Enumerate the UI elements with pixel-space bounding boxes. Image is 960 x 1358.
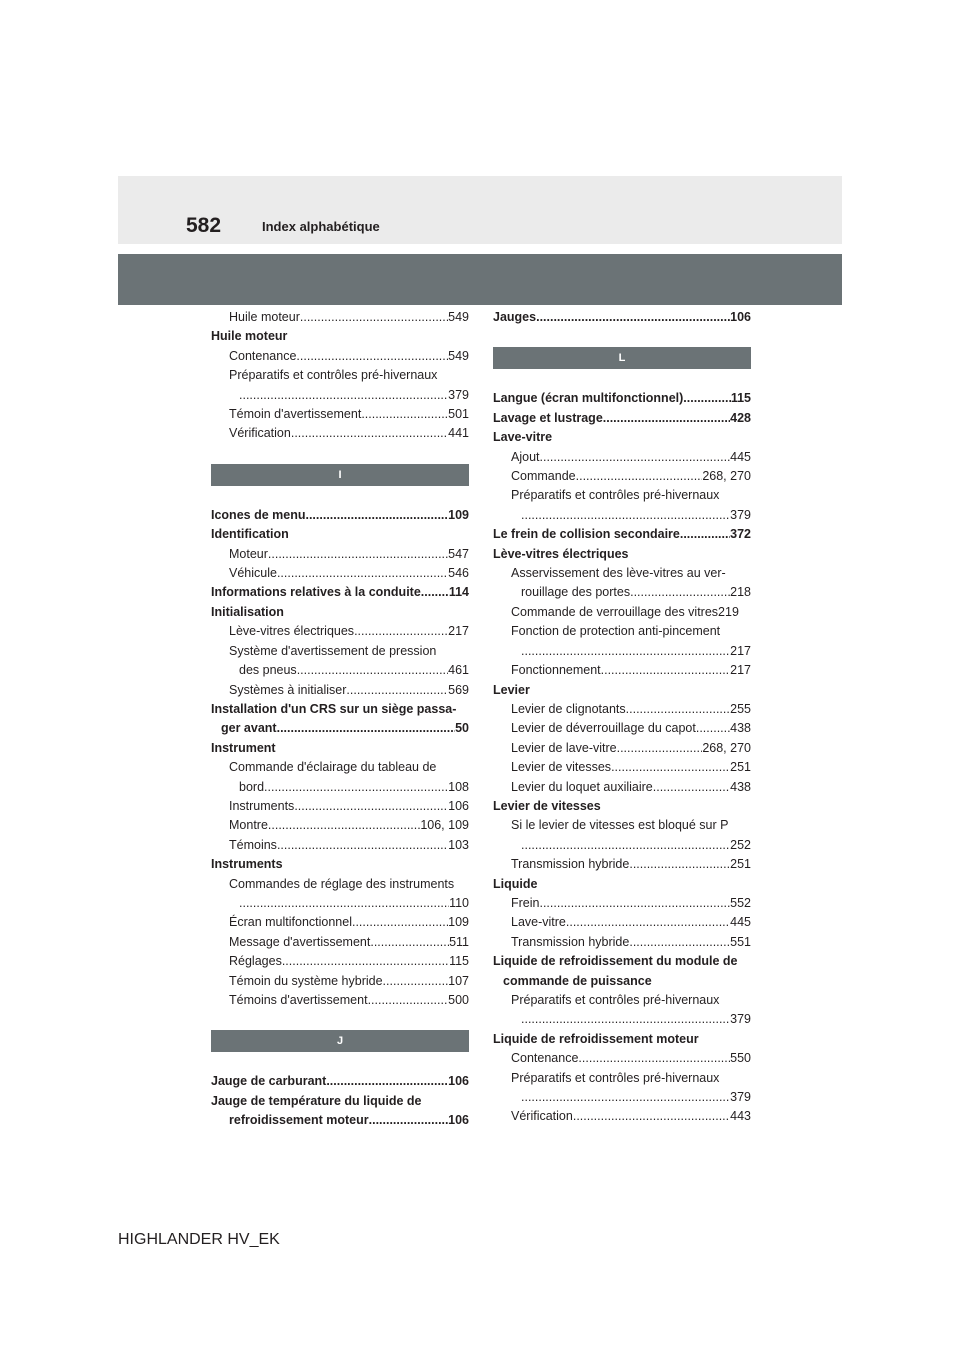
index-entry-page: 115	[730, 391, 751, 406]
index-entry-page: 251	[730, 857, 751, 872]
dot-leader	[277, 719, 456, 738]
dot-leader	[629, 933, 730, 952]
dot-leader	[539, 894, 730, 913]
index-heading: Instruments	[211, 857, 283, 872]
index-heading: Identification	[211, 527, 289, 542]
index-entry-page: 569	[448, 682, 469, 697]
index-entry	[211, 424, 469, 443]
index-entry-line: Commande d'éclairage du tableau de	[229, 760, 437, 775]
dot-leader	[521, 1088, 730, 1107]
index-entry	[493, 855, 751, 874]
dot-leader	[268, 816, 420, 835]
index-entry-page: 106	[448, 1074, 469, 1089]
index-entry-page: 379	[730, 507, 751, 522]
index-entry	[211, 991, 469, 1010]
index-entry-term: Levier de clignotants	[511, 701, 626, 716]
index-entry-page: 106, 109	[420, 818, 469, 833]
dot-leader	[300, 308, 448, 327]
index-letter-heading: L	[493, 347, 751, 369]
index-entry-line: Préparatifs et contrôles pré-hivernaux	[511, 1070, 720, 1085]
index-entry	[211, 778, 469, 797]
dot-leader	[268, 545, 448, 564]
index-entry	[493, 583, 751, 602]
dot-leader	[368, 991, 449, 1010]
index-heading: Instrument	[211, 740, 276, 755]
index-entry-line: Préparatifs et contrôles pré-hivernaux	[229, 368, 438, 383]
dot-leader	[282, 952, 449, 971]
index-entry-term: Levier de vitesses	[511, 760, 612, 775]
dot-leader	[239, 386, 448, 405]
index-entry	[211, 933, 469, 952]
header-band	[118, 254, 842, 305]
index-entry	[493, 389, 751, 408]
dot-leader	[264, 778, 448, 797]
index-entry	[211, 952, 469, 971]
index-entry-page: 115	[449, 954, 469, 969]
index-entry-term: Témoins	[229, 837, 277, 852]
index-entry-page: 217	[448, 624, 469, 639]
index-heading: Lave-vitre	[493, 430, 553, 445]
index-entry-term: Levier de lave-vitre	[511, 740, 617, 755]
dot-leader	[291, 424, 448, 443]
index-heading: Liquide de refroidissement du module de	[493, 954, 738, 969]
index-entry-page: 546	[448, 566, 469, 581]
index-entry-page: 218	[730, 585, 751, 600]
index-entry-term: Montre	[229, 818, 268, 833]
index-entry	[493, 894, 751, 913]
index-entry-page: 252	[730, 837, 751, 852]
index-heading: Huile moteur	[211, 329, 288, 344]
index-entry	[211, 583, 469, 602]
dot-leader	[521, 1010, 730, 1029]
index-entry-term: Le frein de collision secondaire	[493, 527, 680, 542]
index-entry	[493, 1049, 751, 1068]
index-entry	[211, 564, 469, 583]
index-entry-line: Préparatifs et contrôles pré-hivernaux	[511, 488, 720, 503]
index-entry	[493, 836, 751, 855]
index-entry-page: 255	[730, 701, 751, 716]
index-entry-page: 549	[448, 310, 469, 324]
dot-leader	[521, 836, 730, 855]
index-column-left	[211, 308, 469, 1131]
index-entry	[211, 545, 469, 564]
index-entry-page: 445	[730, 915, 751, 930]
index-entry-page: 110	[449, 895, 469, 910]
dot-leader	[354, 622, 448, 641]
index-entry	[211, 816, 469, 835]
index-entry-page: 108	[448, 779, 469, 794]
dot-leader	[277, 564, 448, 583]
index-letter-heading: J	[211, 1030, 469, 1052]
index-entry-page: 106	[448, 1113, 469, 1128]
index-entry-page: 549	[448, 348, 469, 363]
index-entry-page: 438	[730, 779, 751, 794]
index-entry-page: 217	[730, 643, 751, 658]
dot-leader	[626, 700, 730, 719]
dot-leader	[601, 661, 731, 680]
dot-leader	[576, 467, 703, 486]
dot-leader	[683, 389, 731, 408]
index-entry-page: 547	[448, 546, 469, 561]
index-entry-term: Témoin d'avertissement	[229, 407, 362, 422]
index-entry	[211, 681, 469, 700]
index-entry-term: Lavage et lustrage	[493, 410, 603, 425]
section-title: Index alphabétique	[262, 219, 380, 234]
index-entry	[493, 1010, 751, 1029]
index-entry	[493, 1088, 751, 1107]
dot-leader	[294, 797, 448, 816]
dot-leader	[521, 506, 730, 525]
index-entry	[493, 506, 751, 525]
index-entry-page: 501	[448, 407, 469, 422]
index-entry-term: Vérification	[511, 1109, 573, 1124]
dot-leader	[352, 913, 448, 932]
index-heading: commande de puissance	[503, 973, 652, 988]
index-entry-page: 461	[448, 663, 469, 678]
index-entry-term: Contenance	[511, 1051, 579, 1066]
index-entry-page: 106	[730, 310, 751, 324]
dot-leader	[617, 739, 703, 758]
index-entry-page: 379	[448, 387, 469, 402]
index-heading: Levier de vitesses	[493, 798, 601, 813]
index-entry-page: 103	[448, 837, 469, 852]
index-entry-page: 438	[730, 721, 751, 736]
index-entry-page: 379	[730, 1090, 751, 1105]
index-entry-page: 251	[730, 760, 751, 775]
dot-leader	[383, 972, 449, 991]
index-entry-page: 106	[448, 798, 469, 813]
index-entry	[493, 448, 751, 467]
index-entry	[211, 913, 469, 932]
index-entry	[493, 739, 751, 758]
index-entry-page: 500	[448, 993, 469, 1007]
dot-leader	[540, 448, 731, 467]
index-entry	[493, 409, 751, 428]
header-bar	[118, 176, 842, 244]
dot-leader	[370, 933, 449, 952]
index-entry-term: Lave-vitre	[511, 915, 566, 930]
index-heading: Installation d'un CRS sur un siège passa-	[211, 701, 457, 716]
page-number: 582	[186, 214, 222, 237]
index-entry	[493, 1107, 751, 1126]
index-entry-page: 443	[730, 1109, 751, 1124]
index-entry-page: 114	[448, 585, 469, 600]
index-entry-term: Témoins d'avertissement	[229, 993, 368, 1007]
dot-leader	[326, 1072, 448, 1091]
index-entry	[211, 506, 469, 525]
index-entry	[211, 719, 469, 738]
index-entry-term: Réglages	[229, 954, 282, 969]
index-entry	[211, 1072, 469, 1091]
index-entry-term: Langue (écran multifonctionnel)	[493, 391, 684, 406]
index-entry-line: Système d'avertissement de pression	[229, 643, 437, 658]
dot-leader	[680, 525, 730, 544]
index-heading: Liquide	[493, 876, 538, 891]
index-entry-line: Commande de verrouillage des vitres219	[511, 604, 739, 619]
index-entry	[211, 622, 469, 641]
index-entry-page: 217	[730, 663, 751, 678]
dot-leader	[277, 836, 448, 855]
index-entry	[493, 719, 751, 738]
index-entry	[493, 933, 751, 952]
dot-leader	[573, 1107, 730, 1126]
index-entry-line: Préparatifs et contrôles pré-hivernaux	[511, 993, 720, 1007]
index-entry-line: Si le levier de vitesses est bloqué sur P	[511, 818, 729, 833]
index-entry-term: Informations relatives à la conduite	[211, 585, 421, 600]
dot-leader	[361, 405, 448, 424]
index-entry-term: Levier du loquet auxiliaire	[511, 779, 653, 794]
index-letter-heading: I	[211, 464, 469, 486]
dot-leader	[239, 894, 449, 913]
index-entry	[211, 972, 469, 991]
dot-leader	[536, 308, 730, 327]
index-entry	[493, 661, 751, 680]
dot-leader	[629, 855, 730, 874]
index-entry-term: Écran multifonctionnel	[229, 915, 352, 930]
index-entry-term: Transmission hybride	[511, 934, 630, 949]
index-entry-page: 551	[730, 934, 751, 949]
index-entry-page: 552	[730, 895, 751, 910]
index-entry-term: Frein	[511, 895, 540, 910]
index-entry	[211, 797, 469, 816]
index-heading: Lève-vitres électriques	[493, 546, 629, 561]
index-entry	[211, 405, 469, 424]
index-entry-page: 268, 270	[702, 740, 751, 755]
index-entry-term: bord	[239, 779, 265, 794]
index-entry	[211, 308, 469, 327]
index-entry-page: 372	[730, 527, 751, 542]
index-entry	[211, 386, 469, 405]
dot-leader	[566, 913, 730, 932]
index-entry-term: Vérification	[229, 426, 291, 441]
index-column-right	[493, 308, 751, 1127]
index-entry-term: Systèmes à initialiser	[229, 682, 347, 697]
index-entry-term: Ajout	[511, 449, 540, 464]
index-entry-page: 107	[448, 973, 469, 988]
index-entry-term: des pneus	[239, 663, 297, 678]
index-entry-line: Asservissement des lève-vitres au ver-	[511, 566, 726, 581]
index-entry	[211, 1111, 469, 1130]
index-entry-page: 445	[730, 449, 751, 464]
index-entry-term: Moteur	[229, 546, 268, 561]
dot-leader	[296, 347, 448, 366]
dot-leader	[653, 778, 730, 797]
index-entry-term: Transmission hybride	[511, 857, 630, 872]
index-entry-term: Huile moteur	[229, 310, 300, 324]
index-entry	[493, 700, 751, 719]
index-entry-page: 50	[455, 721, 469, 736]
index-entry-term: Commande	[511, 469, 576, 484]
index-entry	[493, 913, 751, 932]
dot-leader	[297, 661, 448, 680]
index-entry	[493, 525, 751, 544]
index-entry-page: 268, 270	[702, 469, 751, 484]
index-entry-term: refroidissement moteur	[229, 1113, 369, 1128]
index-entry-term: Icones de menu	[211, 507, 306, 522]
index-heading: Liquide de refroidissement moteur	[493, 1031, 699, 1046]
index-entry-term: Instruments	[229, 798, 295, 813]
index-entry-page: 109	[448, 915, 469, 930]
index-entry-term: Lève-vitres électriques	[229, 624, 355, 639]
index-entry-page: 441	[448, 426, 469, 441]
index-entry	[493, 758, 751, 777]
index-entry-page: 550	[730, 1051, 751, 1066]
index-entry-term: rouillage des portes	[521, 585, 631, 600]
dot-leader	[578, 1049, 730, 1068]
index-heading: Initialisation	[211, 604, 284, 619]
dot-leader	[305, 506, 448, 525]
index-entry-page: 109	[448, 507, 469, 522]
index-heading: Jauge de température du liquide de	[211, 1093, 422, 1108]
index-entry-term: Jauges	[493, 310, 537, 324]
dot-leader	[696, 719, 730, 738]
index-entry-page: 511	[449, 934, 469, 949]
index-entry-term: Témoin du système hybride	[229, 973, 383, 988]
index-entry	[493, 778, 751, 797]
index-entry-term: Contenance	[229, 348, 297, 363]
dot-leader	[346, 681, 448, 700]
index-entry	[211, 836, 469, 855]
index-entry-page: 379	[730, 1012, 751, 1027]
dot-leader	[369, 1111, 449, 1130]
dot-leader	[603, 409, 730, 428]
index-entry-term: Levier de déverrouillage du capot	[511, 721, 696, 736]
dot-leader	[630, 583, 730, 602]
index-entry	[211, 894, 469, 913]
index-entry	[211, 347, 469, 366]
dot-leader	[421, 583, 449, 602]
dot-leader	[521, 642, 730, 661]
index-entry-term: ger avant	[221, 721, 277, 736]
index-entry-line: Commandes de réglage des instruments	[229, 876, 455, 891]
index-entry	[493, 642, 751, 661]
index-entry	[211, 661, 469, 680]
dot-leader	[611, 758, 730, 777]
index-entry-term: Message d'avertissement	[229, 934, 371, 949]
index-heading: Levier	[493, 682, 530, 697]
index-entry-term: Jauge de carburant	[211, 1074, 327, 1089]
index-entry	[493, 467, 751, 486]
index-entry-term: Véhicule	[229, 566, 277, 581]
footer-model: HIGHLANDER HV_EK	[118, 1231, 280, 1248]
index-entry-line: Fonction de protection anti-pincement	[511, 624, 721, 639]
index-entry	[493, 308, 751, 327]
index-entry-page: 428	[730, 410, 751, 425]
index-entry-term: Fonctionnement	[511, 663, 601, 678]
